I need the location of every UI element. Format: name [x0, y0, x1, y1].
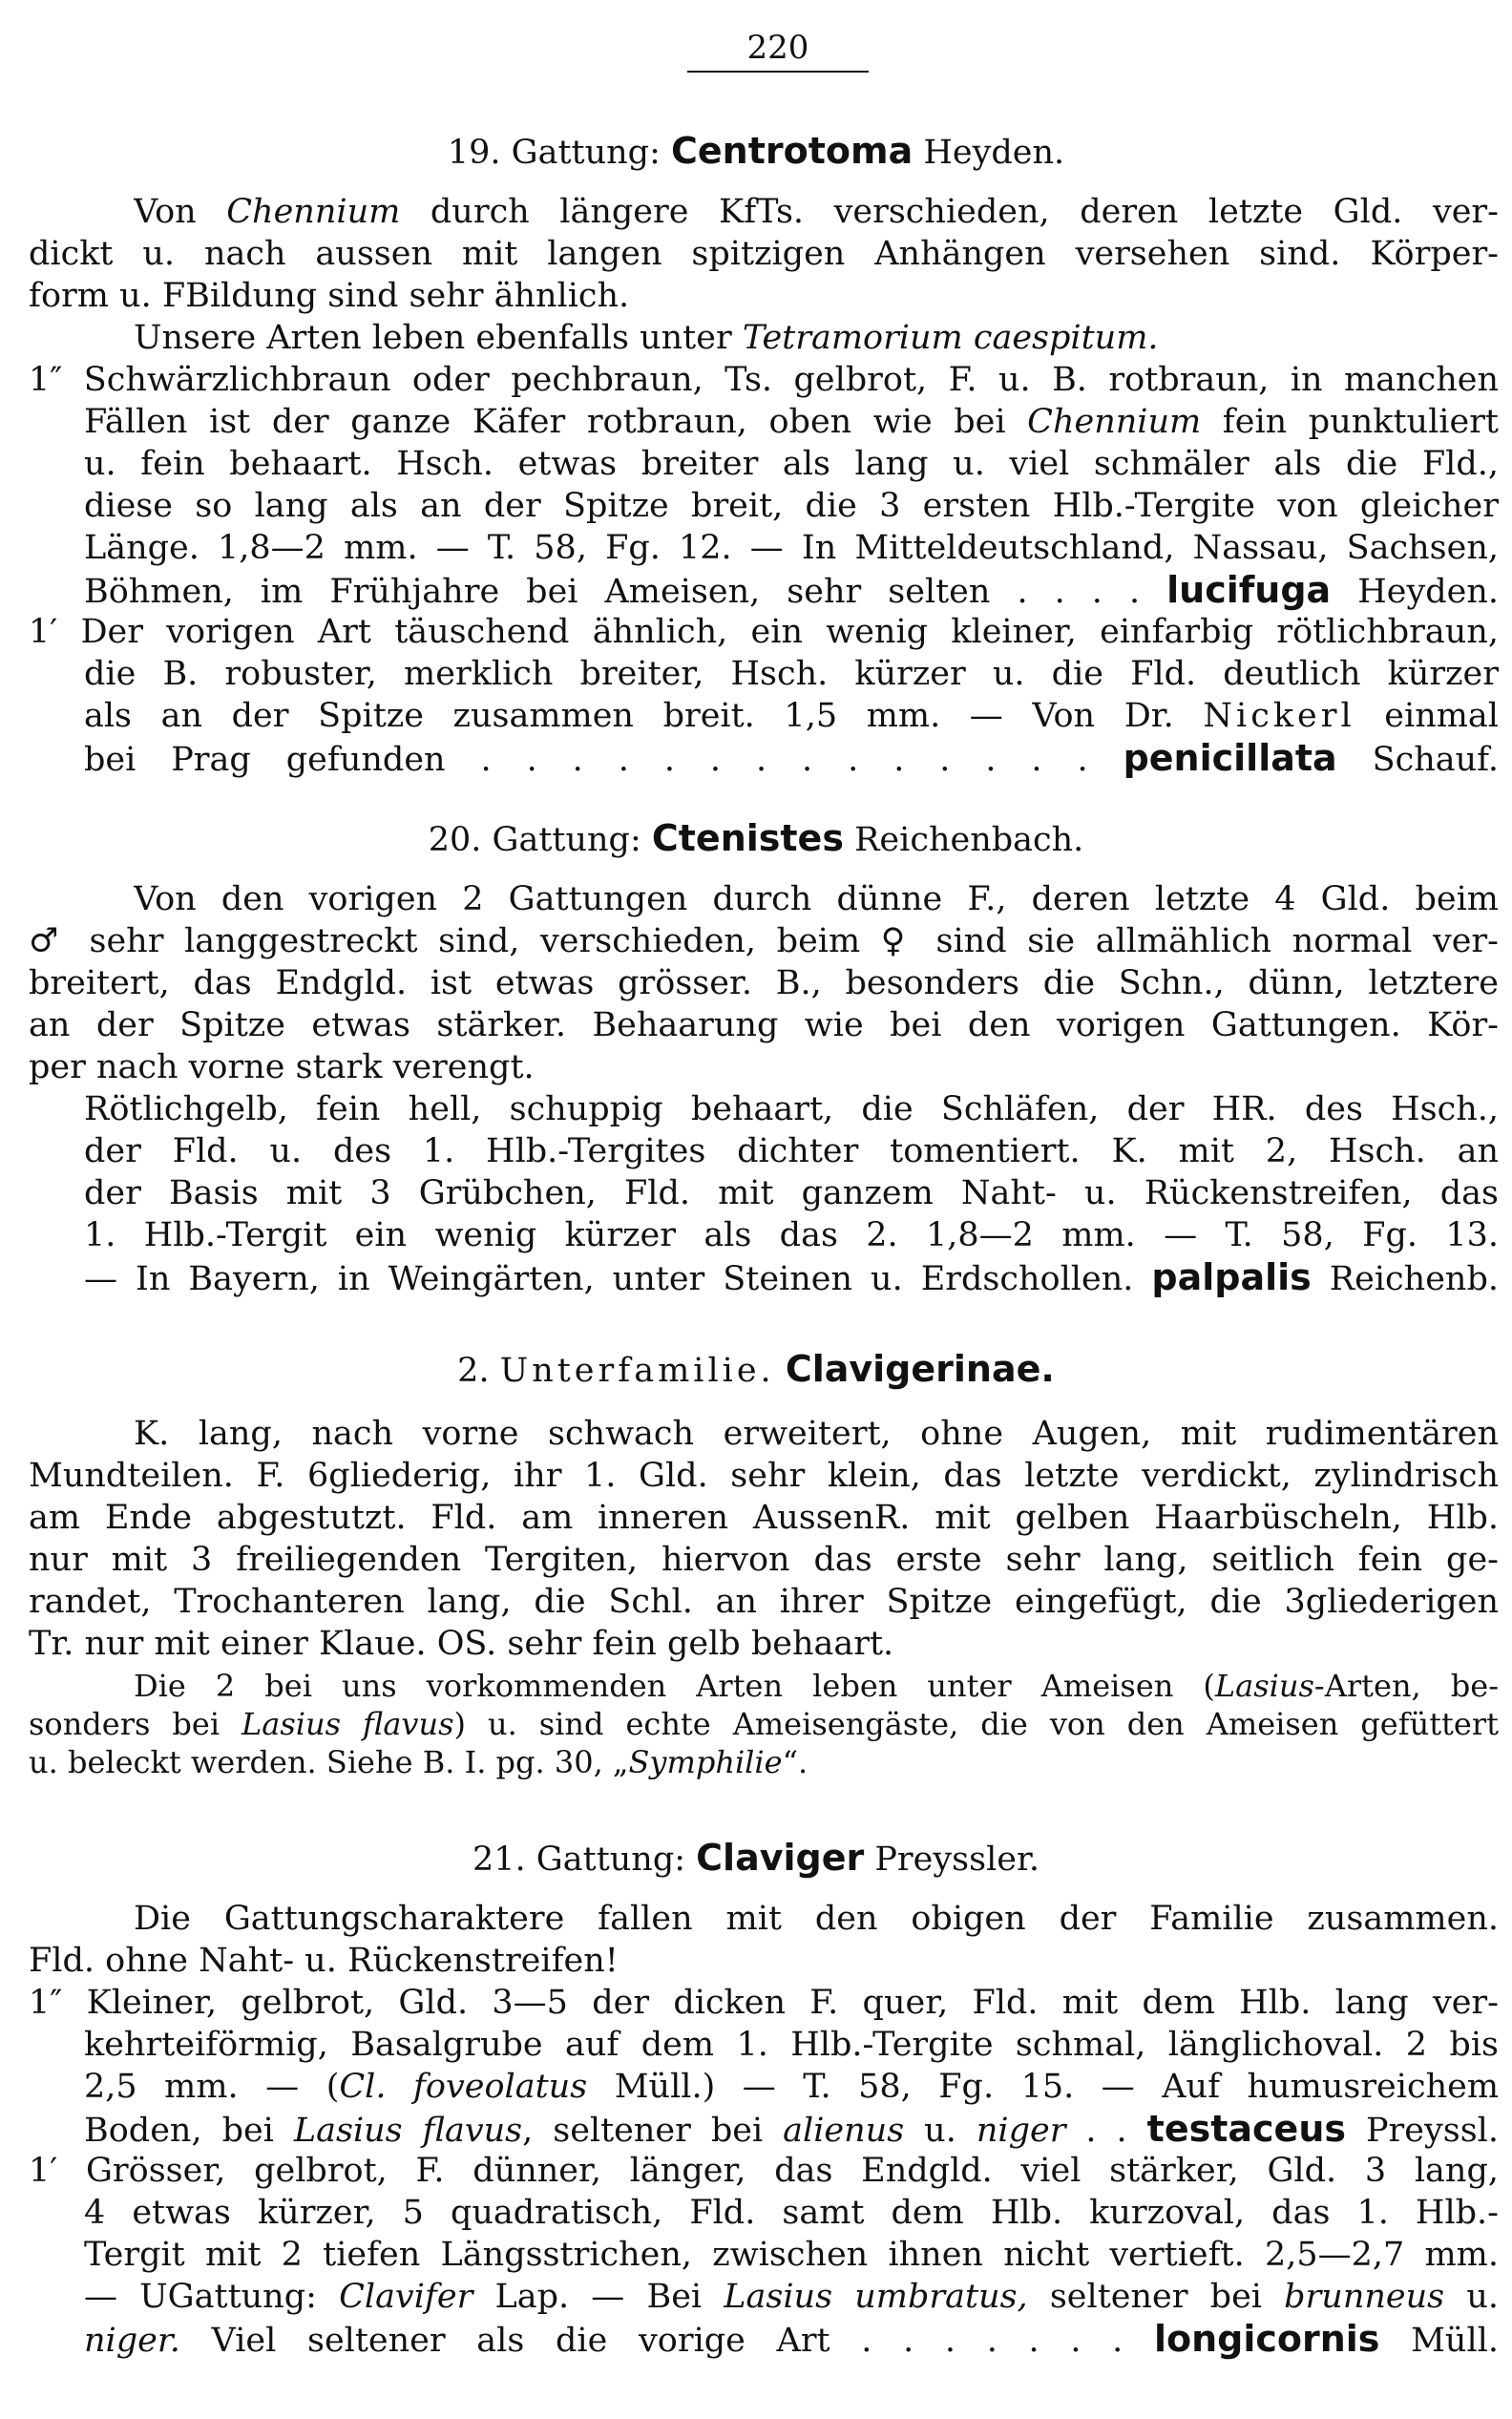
text-run: per nach vorne stark verengt.	[29, 1048, 535, 1086]
spaced-text: Nickerl	[1203, 697, 1355, 735]
text-run: Tr. nur mit einer Klaue. OS. sehr fein gelb behaart.	[29, 1625, 894, 1663]
text-run: an der Spitze etwas stärker. Behaarung wie bei den vorigen Gattungen. Kör-	[29, 1006, 1499, 1044]
key-entry-line	[84, 485, 1499, 527]
text-run: 1. Hlb.-Tergit ein wenig kürzer als das 2. 1,8—2 mm. — T. 58, Fg. 13.	[84, 1216, 1499, 1254]
text-run: dickt u. nach aussen mit langen spitzigen Anhängen versehen sind. Körper-	[29, 235, 1499, 273]
text-run: Fld. ohne Naht- u. Rückenstreifen!	[29, 1942, 619, 1980]
text-line	[29, 962, 1499, 1004]
italic-text: alienus	[783, 2112, 905, 2150]
page-number: 220	[687, 29, 869, 73]
text-run: 2,5 mm. — (	[84, 2068, 340, 2106]
text-run: am Ende abgestutzt. Fld. am inneren AussenR. mit gelben Haarbüscheln, Hlb.	[29, 1499, 1499, 1537]
subfamily-heading-clavigerinae	[0, 1348, 1512, 1392]
text-run: 1′ Grösser, gelbrot, F. dünner, länger, das Endgld. viel stärker, Gld. 3 lang,	[29, 2152, 1499, 2190]
spaced-text: Unterfamilie.	[499, 1352, 775, 1390]
text-run: 1′ Der vorigen Art täuschend ähnlich, ein wenig kleiner, einfarbig rötlichbraun,	[29, 613, 1499, 651]
taxon-name: testaceus	[1146, 2108, 1346, 2150]
text-run: Viel seltener als die vorige Art . . . . . . .	[179, 2322, 1154, 2360]
text-run: . .	[1065, 2112, 1147, 2150]
text-line	[134, 317, 1499, 359]
text-line	[29, 1623, 1499, 1665]
taxon-name: longicornis	[1153, 2318, 1380, 2360]
text-line	[29, 1046, 1499, 1088]
text-run: u. fein behaart. Hsch. etwas breiter als lang u. viel schmäler als die Fld.,	[84, 445, 1499, 483]
text-run: 21. Gattung:	[472, 1841, 697, 1879]
text-run: Boden, bei	[84, 2112, 294, 2150]
text-line	[29, 233, 1499, 275]
key-entry-line	[29, 2150, 1499, 2192]
text-run: sonders bei	[29, 1706, 242, 1742]
text-run: Reichenbach.	[843, 821, 1084, 859]
text-run: Die Gattungscharaktere fallen mit den obigen der Familie zusammen.	[134, 1900, 1499, 1938]
italic-text: Lasius flavus	[293, 2112, 523, 2150]
key-entry-line	[84, 2192, 1499, 2234]
text-run: Die 2 bei uns vorkommenden Arten leben unter Ameisen (	[134, 1668, 1215, 1704]
text-run: Preyssl.	[1346, 2112, 1499, 2150]
text-line	[29, 1539, 1499, 1581]
genus-heading-centrotoma	[0, 130, 1512, 174]
text-line	[134, 1898, 1499, 1940]
text-line	[29, 1004, 1499, 1046]
text-run: form u. FBildung sind sehr ähnlich.	[29, 277, 630, 315]
italic-text: Tetramorium caespitum.	[742, 319, 1159, 357]
species-line-palpalis	[84, 1256, 1499, 1300]
genus-heading-claviger	[0, 1837, 1512, 1881]
text-line	[134, 1413, 1499, 1455]
text-run: einmal	[1354, 697, 1499, 735]
italic-text: niger	[976, 2112, 1066, 2150]
key-entry-line	[84, 2024, 1499, 2066]
italic-text: Cl. foveolatus	[339, 2068, 588, 2106]
text-run: -Arten, be-	[1313, 1668, 1499, 1704]
italic-text: niger.	[84, 2322, 180, 2360]
italic-text: Clavifer	[339, 2278, 473, 2316]
text-run: 1″ Schwärzlichbraun oder pechbraun, Ts. gelbrot, F. u. B. rotbraun, in manchen	[29, 361, 1499, 399]
text-run: ♂ sehr langgestreckt sind, verschieden, beim ♀ sind sie allmählich normal ver-	[29, 922, 1499, 960]
text-run: durch längere KfTs. verschieden, deren letzte Gld. ver-	[400, 193, 1499, 231]
text-run	[775, 1352, 786, 1390]
text-run: Lap. — Bei	[472, 2278, 724, 2316]
italic-text: Chennium	[226, 193, 401, 231]
key-entry-line	[84, 443, 1499, 485]
text-run: seltener bei	[1027, 2278, 1285, 2316]
text-run: ) u. sind echte Ameisengäste, die von den Ameisen gefüttert	[453, 1706, 1499, 1742]
taxon-name: Ctenistes	[651, 817, 844, 859]
text-run: K. lang, nach vorne schwach erweitert, ohne Augen, mit rudimentären	[134, 1415, 1499, 1453]
text-line	[84, 1172, 1499, 1214]
text-run: , seltener bei	[522, 2112, 784, 2150]
text-run: Müll.) — T. 58, Fg. 15. — Auf humusreichem	[587, 2068, 1499, 2106]
species-line-testaceus	[84, 2108, 1499, 2152]
text-run: Unsere Arten leben ebenfalls unter	[134, 319, 743, 357]
italic-text: Chennium	[1027, 403, 1202, 441]
text-run: u.	[904, 2112, 976, 2150]
key-entry-line	[84, 2276, 1499, 2318]
species-line-longicornis	[84, 2318, 1499, 2362]
text-run: der Fld. u. des 1. Hlb.-Tergites dichter tomentiert. K. mit 2, Hsch. an	[84, 1132, 1499, 1170]
text-run: Böhmen, im Frühjahre bei Ameisen, sehr selten . . . .	[84, 573, 1167, 611]
text-run: Rötlichgelb, fein hell, schuppig behaart, die Schläfen, der HR. des Hsch.,	[84, 1090, 1499, 1128]
text-run: 1″ Kleiner, gelbrot, Gld. 3—5 der dicken F. quer, Fld. mit dem Hlb. lang ver-	[29, 1984, 1499, 2022]
species-line-lucifuga	[84, 569, 1499, 613]
text-run: u. beleckt werden. Siehe B. I. pg. 30, „	[29, 1744, 629, 1780]
text-line	[29, 1497, 1499, 1539]
text-run: randet, Trochanteren lang, die Schl. an ihrer Spitze eingefügt, die 3gliederigen	[29, 1583, 1499, 1621]
text-run: Länge. 1,8—2 mm. — T. 58, Fg. 12. — In Mitteldeutschland, Nassau, Sachsen,	[84, 529, 1499, 567]
text-run: breitert, das Endgld. ist etwas grösser. B., besonders die Schn., dünn, letztere	[29, 964, 1499, 1002]
italic-text: brunneus	[1284, 2278, 1445, 2316]
key-entry-line	[84, 695, 1499, 737]
text-run: 2.	[457, 1352, 500, 1390]
taxon-name: Claviger	[696, 1837, 865, 1879]
text-run: Heyden.	[913, 134, 1065, 172]
text-run: 19. Gattung:	[447, 134, 671, 172]
key-entry-line	[84, 401, 1499, 443]
text-run: der Basis mit 3 Grübchen, Fld. mit ganzem Naht- u. Rückenstreifen, das	[84, 1174, 1499, 1212]
text-run: Tergit mit 2 tiefen Längsstrichen, zwischen ihnen nicht vertieft. 2,5—2,7 mm.	[84, 2236, 1499, 2274]
italic-text: Lasius	[1214, 1668, 1314, 1704]
key-entry-line	[84, 653, 1499, 695]
taxon-name: Clavigerinae.	[785, 1348, 1055, 1390]
italic-text: Symphilie	[628, 1744, 783, 1780]
text-line	[134, 191, 1499, 233]
taxon-name: lucifuga	[1166, 569, 1332, 611]
text-run: Schauf.	[1336, 741, 1499, 779]
text-line	[134, 1665, 1499, 1707]
text-line	[29, 275, 1499, 317]
text-run: Mundteilen. F. 6gliederig, ihr 1. Gld. sehr klein, das letzte verdickt, zylindrisch	[29, 1457, 1499, 1495]
text-run: — UGattung:	[84, 2278, 340, 2316]
key-entry-line	[84, 527, 1499, 569]
text-run: bei Prag gefunden . . . . . . . . . . . . . .	[84, 741, 1124, 779]
italic-text: Lasius umbratus,	[724, 2278, 1028, 2316]
text-run: Müll.	[1379, 2322, 1499, 2360]
taxon-name: penicillata	[1123, 737, 1337, 779]
text-line	[29, 1940, 1499, 1982]
text-line	[134, 878, 1499, 920]
text-run: Von	[134, 193, 227, 231]
italic-text: Lasius flavus	[242, 1706, 454, 1742]
text-run: Preyssler.	[864, 1841, 1040, 1879]
taxon-name: palpalis	[1151, 1256, 1312, 1298]
text-line	[29, 1581, 1499, 1623]
text-run: fein punktuliert	[1201, 403, 1499, 441]
text-run: Fällen ist der ganze Käfer rotbraun, oben wie bei	[84, 403, 1028, 441]
text-line	[29, 1741, 1499, 1783]
text-line	[84, 1088, 1499, 1130]
text-line	[84, 1214, 1499, 1256]
text-run: — In Bayern, in Weingärten, unter Steinen u. Erdschollen.	[84, 1260, 1152, 1298]
text-run: kehrteiförmig, Basalgrube auf dem 1. Hlb.-Tergite schmal, länglichoval. 2 bis	[84, 2026, 1499, 2064]
text-run: diese so lang als an der Spitze breit, die 3 ersten Hlb.-Tergite von gleicher	[84, 487, 1499, 525]
text-line	[84, 1130, 1499, 1172]
text-run: Reichenb.	[1311, 1260, 1499, 1298]
text-run: “.	[782, 1744, 808, 1780]
text-run: als an der Spitze zusammen breit. 1,5 mm. — Von Dr.	[84, 697, 1204, 735]
text-line	[29, 1455, 1499, 1497]
genus-heading-ctenistes	[0, 817, 1512, 861]
text-run: u.	[1444, 2278, 1499, 2316]
text-run: 4 etwas kürzer, 5 quadratisch, Fld. samt dem Hlb. kurzoval, das 1. Hlb.-	[84, 2194, 1499, 2232]
text-line	[29, 1703, 1499, 1745]
key-entry-line	[29, 611, 1499, 653]
text-run: Von den vorigen 2 Gattungen durch dünne F., deren letzte 4 Gld. beim	[134, 880, 1499, 918]
key-entry-line	[84, 2066, 1499, 2108]
text-run: Heyden.	[1331, 573, 1499, 611]
taxon-name: Centrotoma	[671, 130, 914, 172]
text-run: nur mit 3 freiliegenden Tergiten, hiervon das erste sehr lang, seitlich fein ge-	[29, 1541, 1499, 1579]
key-entry-line	[29, 359, 1499, 401]
text-run: 20. Gattung:	[428, 821, 652, 859]
species-line-penicillata	[84, 737, 1499, 781]
key-entry-line	[29, 1982, 1499, 2024]
text-run: die B. robuster, merklich breiter, Hsch. kürzer u. die Fld. deutlich kürzer	[84, 655, 1499, 693]
text-line	[29, 920, 1499, 962]
key-entry-line	[84, 2234, 1499, 2276]
